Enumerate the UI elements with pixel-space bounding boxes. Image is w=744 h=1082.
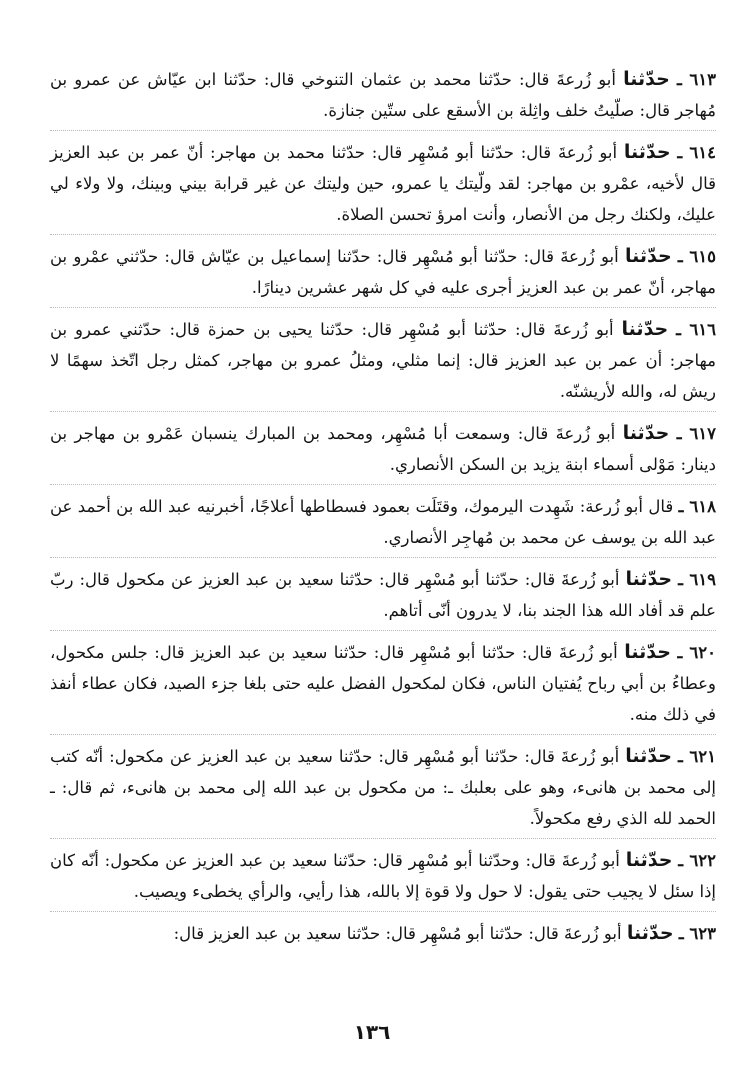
entry-number: ٦٢١ ـ xyxy=(678,747,716,766)
entry-621 xyxy=(50,735,716,839)
entry-heading: حدّثنا xyxy=(625,849,673,871)
entry-heading: حدّثنا xyxy=(623,141,671,163)
entry-number: ٦١٣ ـ xyxy=(676,70,716,89)
entry-text: أبو زُرعةَ قال: حدّثنا أبو مُسْهِر قال: حدّثنا سعيد بن عبد العزيز عن مكحول: أنّه كتب إلى محمد بن هانىء، وهو على بعلبك ـ: من مكحول بن عبد الله إلى محمد بن هانىء، ثم قال: ـ الحمد لله الذي رفع مكحولاً. xyxy=(50,747,716,828)
entry-number: ٦١٨ ـ xyxy=(678,497,716,516)
entry-text: قال أبو زُرعة: شَهِدت اليرموك، وقتَلَت بعمود فسطاطها أعلاجًا، أخبرنيه عبد الله بن أحمد عن عبد الله بن يوسف عن محمد بن مُهاجِر الأنصاري. xyxy=(50,497,716,547)
entry-number: ٦١٧ ـ xyxy=(676,424,717,443)
entry-619 xyxy=(50,558,716,631)
entry-620 xyxy=(50,631,716,735)
entry-number: ٦٢٠ ـ xyxy=(677,643,716,662)
entry-number: ٦١٩ ـ xyxy=(678,570,716,589)
entry-number: ٦١٤ ـ xyxy=(677,143,717,162)
entry-615 xyxy=(50,235,716,308)
page-number: ١٣٦ xyxy=(353,1020,391,1044)
entry-614 xyxy=(50,131,716,235)
entry-text: أبو زُرعةَ قال: حدّثنا أبو مُسْهِر قال: حدّثنا إسماعيل بن عيّاش قال: حدّثني عمْرو بن مهاجر، أنّ عمر بن عبد العزيز أجرى عليه في كل شهر عشرين دينارًا. xyxy=(50,247,716,297)
entry-text: أبو زُرعةَ قال: حدّثنا أبو مُسْهِر قال: حدّثنا سعيد بن عبد العزيز قال: جلس مكحول، وعطاءُ بن أبي رباح يُفتيان الناس، فكان لمكحول الفضل عليه حتى بلغا جزء الصيد، فكان عطاء أنفذ في ذلك منه. xyxy=(50,643,716,724)
entry-number: ٦٢٣ ـ xyxy=(678,924,716,943)
entry-622 xyxy=(50,839,716,912)
page-body xyxy=(50,58,716,953)
entry-number: ٦١٦ ـ xyxy=(676,320,716,339)
entry-618 xyxy=(50,485,716,558)
entry-heading: حدّثنا xyxy=(622,422,670,444)
entry-text: أبو زُرعةَ قال: وحدّثنا أبو مُسْهِر قال: حدّثنا سعيد بن عبد العزيز عن مكحول: أنّه كان إذا سئل لا يجيب حتى يقول: لا حول ولا قوة إلا بالله، هذا رأيي، والرأي يخطىء ويصيب. xyxy=(50,851,716,901)
entry-text: أبو زُرعةَ قال: وسمعت أبا مُسْهِر، ومحمد بن المبارك ينسبان عَمْرو بن مهاجر بن دينار: مَوْلى أسماء ابنة يزيد بن السكن الأنصاري. xyxy=(50,424,716,474)
entry-text: أبو زُرعةَ قال: حدّثنا محمد بن عثمان التنوخي قال: حدّثنا ابن عيّاش عن عمرو بن مُهاجر قال: صلّيتُ خلف واثِلة بن الأسقع على ستّين جنازة. xyxy=(50,70,716,120)
entry-heading: حدّثنا xyxy=(621,318,669,340)
entry-heading: حدّثنا xyxy=(624,245,672,267)
entry-text: أبو زُرعةَ قال: حدّثنا أبو مُسْهِر قال: حدّثنا سعيد بن عبد العزيز عن مكحول قال: ربّ علم قد أفاد الله هذا الجند بنا، لا يدرون أنّى أتاهم. xyxy=(50,570,716,620)
entry-heading: حدّثنا xyxy=(625,745,672,767)
entry-number: ٦٢٢ ـ xyxy=(678,851,716,870)
entry-text: أبو زُرعةَ قال: حدّثنا أبو مُسْهِر قال: حدّثنا محمد بن مهاجر: أنّ عمر بن عبد العزيز قال لأخيه، عمْرو بن مهاجر: لقد ولّيتك يا عمرو، حين وليتك عن غير قرابة بيني وبينك، ولا ولاء لي عليك، ولكنك رجل من الأنصار، وأنت امرؤ تحسن الصلاة. xyxy=(50,143,716,224)
entry-number: ٦١٥ ـ xyxy=(677,247,717,266)
entry-heading: حدّثنا xyxy=(624,641,671,663)
entry-text: أبو زُرعةَ قال: حدّثنا أبو مُسْهِر قال: حدّثنا سعيد بن عبد العزيز قال: xyxy=(173,924,622,943)
entry-heading: حدّثنا xyxy=(625,568,673,590)
entry-heading: حدّثنا xyxy=(623,68,670,90)
entry-616 xyxy=(50,308,716,412)
entry-617 xyxy=(50,412,716,485)
entry-heading: حدّثنا xyxy=(626,922,674,944)
entry-613 xyxy=(50,58,716,131)
entry-623 xyxy=(50,912,716,953)
entry-text: أبو زُرعةَ قال: حدّثنا أبو مُسْهِر قال: حدّثنا يحيى بن حمزة قال: حدّثني عمرو بن مهاجر: أن عمر بن عبد العزيز قال: إنما مثلي، ومثلُ عمرو بن مهاجر، كمثل رجل اتّخذ سهمًا لا ريش له، والله لأريشنّه. xyxy=(50,320,716,401)
